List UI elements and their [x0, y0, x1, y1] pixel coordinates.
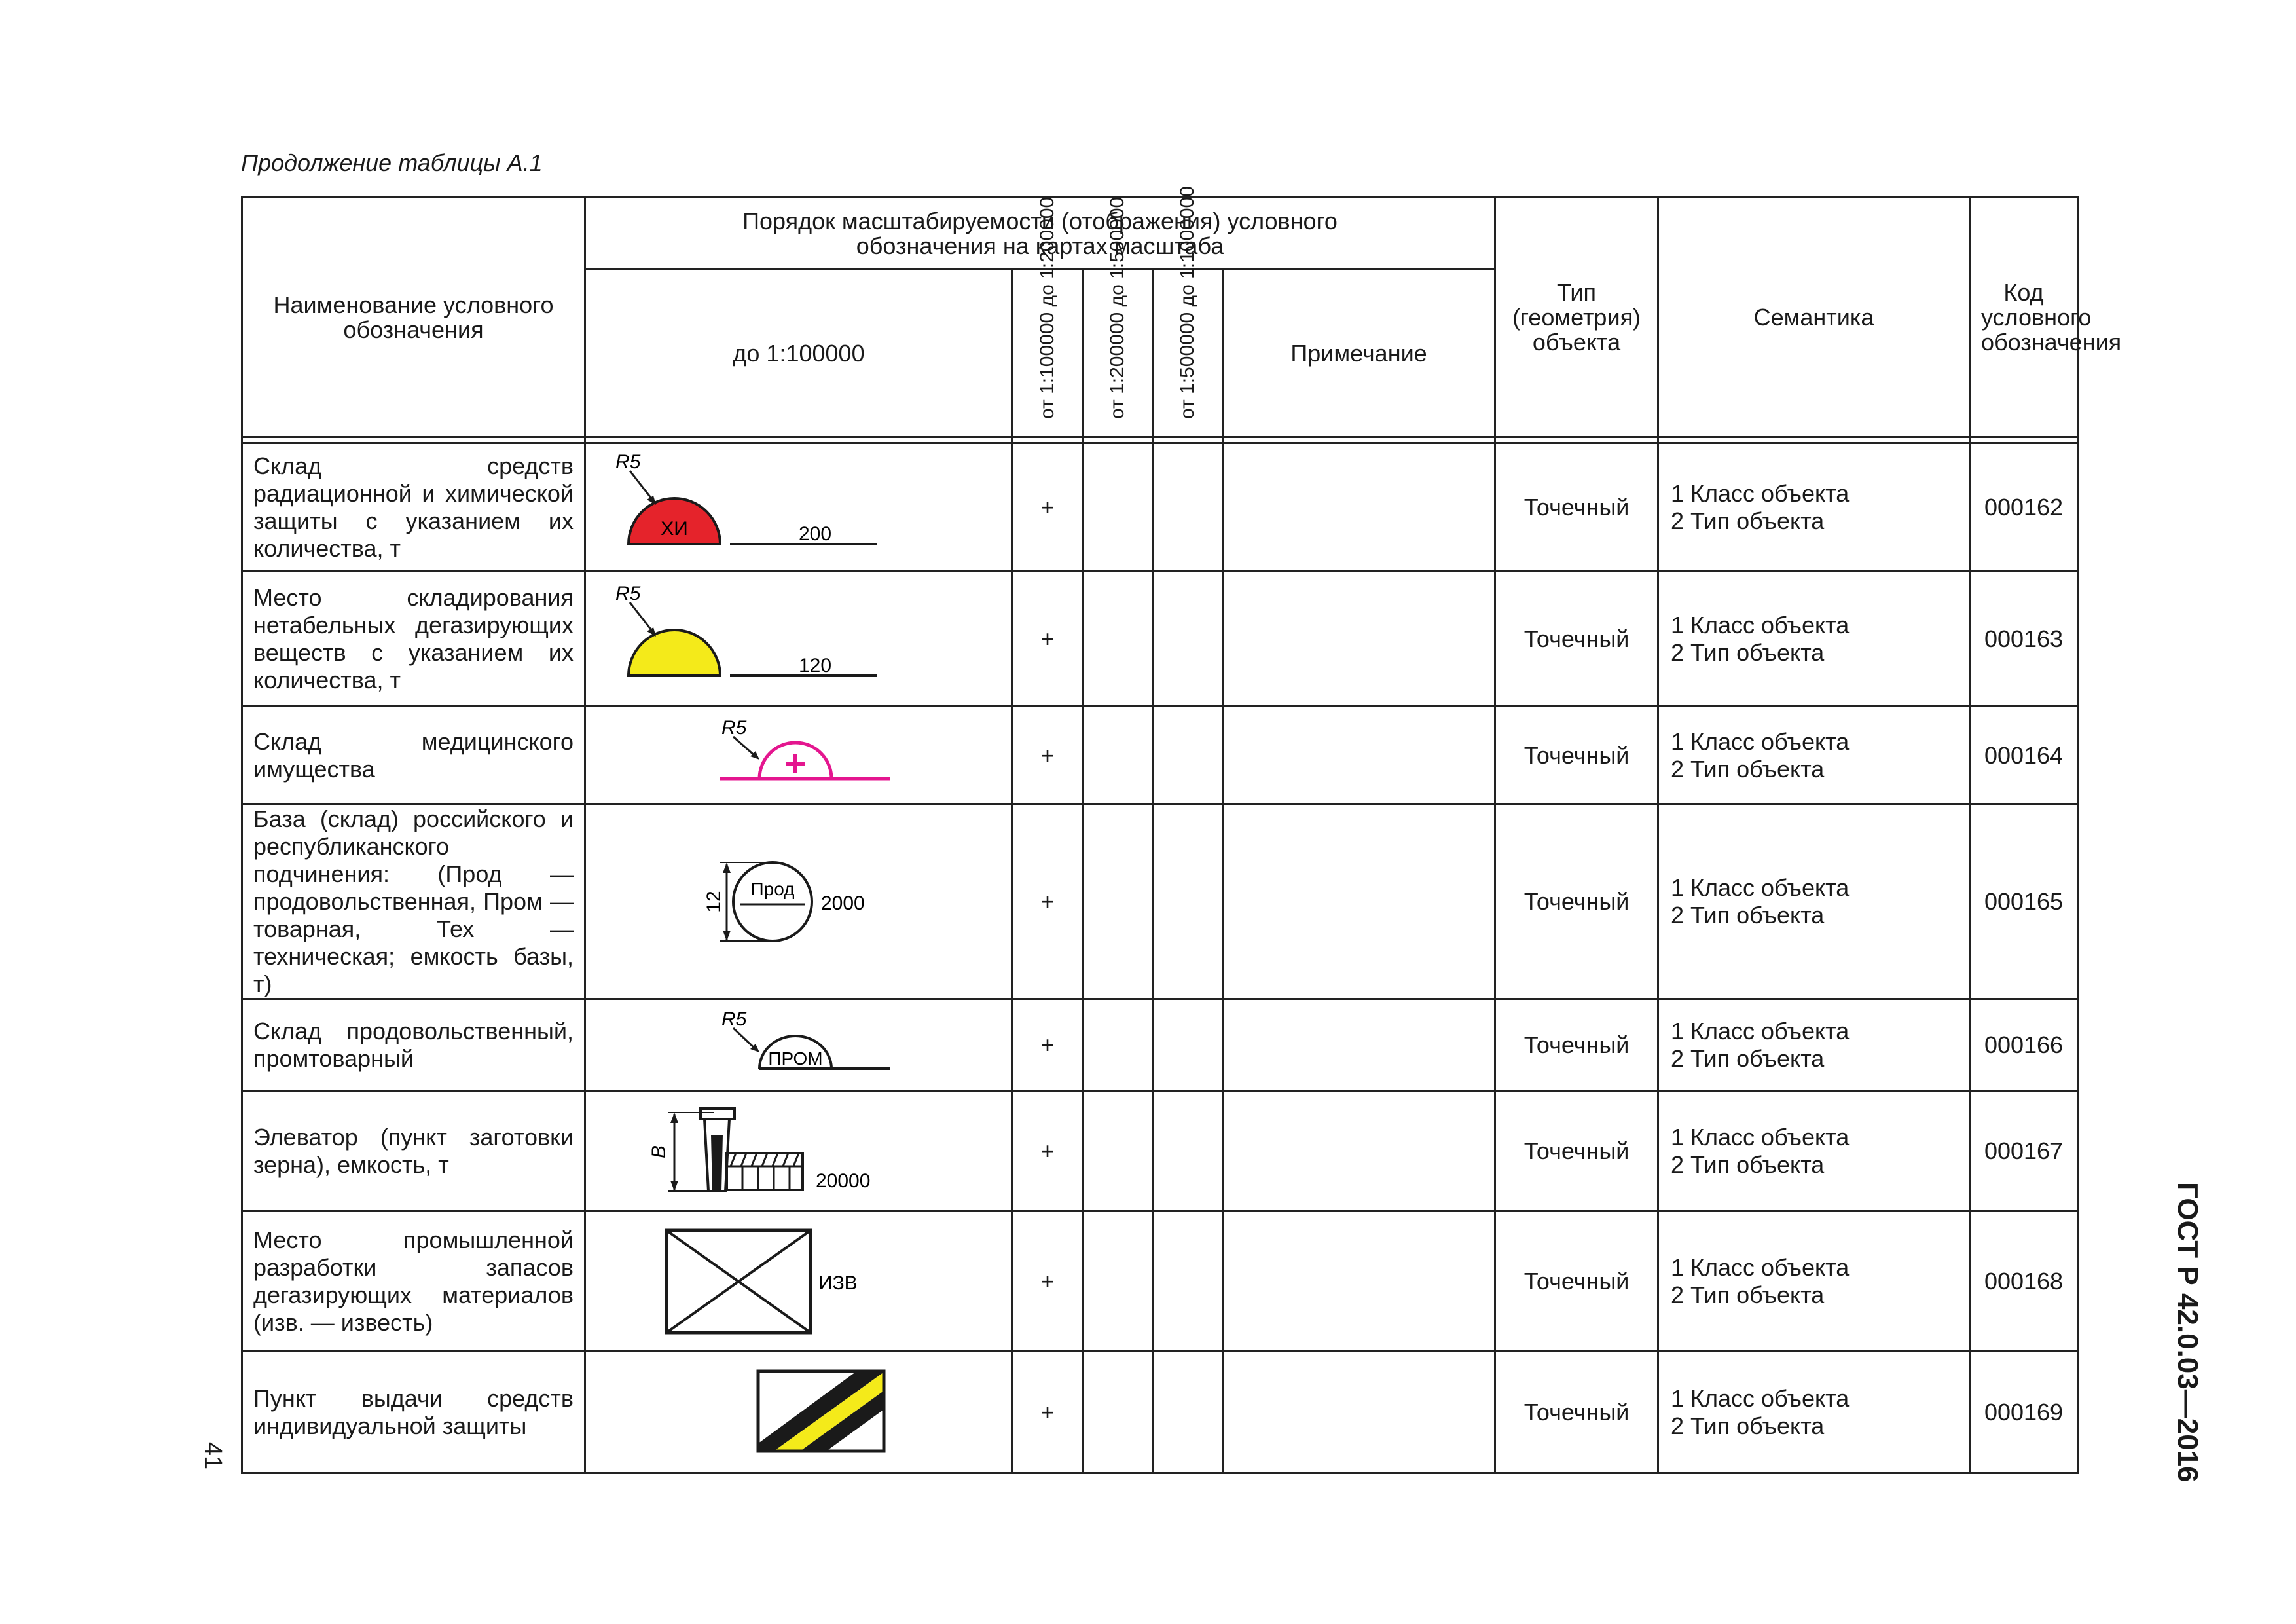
row-code: 000168: [1970, 1211, 2078, 1352]
table-row: [242, 1211, 2078, 1352]
svg-text:ПРОМ: ПРОМ: [768, 1048, 823, 1069]
svg-text:R5: R5: [615, 582, 641, 604]
table-row: [242, 1091, 2078, 1211]
row-symbol: [585, 999, 1013, 1091]
row-mark: +: [1013, 999, 1083, 1091]
row-symbol: [585, 1091, 1013, 1211]
row-type: Точечный: [1495, 805, 1658, 999]
header-code: Код условного обозначения: [1970, 198, 2078, 437]
row-type: Точечный: [1495, 572, 1658, 707]
row-mark: +: [1013, 1091, 1083, 1211]
row-symbol: [585, 443, 1013, 572]
row-code: 000164: [1970, 707, 2078, 805]
row-name: Склад медицинского имущества: [242, 707, 585, 805]
row-semantics: 1 Класс объекта 2 Тип объекта: [1658, 1211, 1970, 1352]
table-row: [242, 805, 2078, 999]
food-goods-storage-icon: [602, 1006, 995, 1084]
table-row: [242, 443, 2078, 572]
row-mark: +: [1013, 1352, 1083, 1473]
svg-text:В: В: [648, 1145, 670, 1158]
header-scale-1: до 1:100000: [585, 270, 1013, 437]
table-row: [242, 999, 2078, 1091]
row-code: 000169: [1970, 1352, 2078, 1473]
svg-text:12: 12: [703, 891, 725, 913]
row-type: Точечный: [1495, 707, 1658, 805]
protection-issue-point-icon: [602, 1357, 995, 1468]
row-code: 000167: [1970, 1091, 2078, 1211]
svg-text:R5: R5: [615, 451, 641, 473]
svg-text:200: 200: [799, 523, 832, 545]
row-semantics: 1 Класс объекта 2 Тип объекта: [1658, 1091, 1970, 1211]
header-type: Тип (геометрия) объекта: [1495, 198, 1658, 437]
row-code: 000165: [1970, 805, 2078, 999]
svg-text:R5: R5: [721, 1008, 747, 1030]
radiation-chemical-storage-icon: [602, 449, 995, 566]
row-symbol: [585, 805, 1013, 999]
svg-text:ИЗВ: ИЗВ: [818, 1272, 858, 1294]
header-name: Наименование условного обозначения: [242, 198, 585, 437]
row-mark: +: [1013, 1211, 1083, 1352]
row-semantics: 1 Класс объекта 2 Тип объекта: [1658, 707, 1970, 805]
header-semantics: Семантика: [1658, 198, 1970, 437]
document-standard-title: ГОСТ Р 42.0.03—2016: [2172, 1182, 2204, 1483]
row-mark: +: [1013, 805, 1083, 999]
row-semantics: 1 Класс объекта 2 Тип объекта: [1658, 805, 1970, 999]
row-name: Пункт выдачи средств индивидуальной защиты: [242, 1352, 585, 1473]
elevator-icon: [602, 1096, 995, 1207]
degassing-storage-icon: [602, 580, 995, 698]
table-row: [242, 1352, 2078, 1473]
row-semantics: 1 Класс объекта 2 Тип объекта: [1658, 999, 1970, 1091]
row-name: Место складирования нетабельных дегазирующих веществ с указанием их количества, т: [242, 572, 585, 707]
svg-text:2000: 2000: [821, 893, 865, 914]
row-semantics: 1 Класс объекта 2 Тип объекта: [1658, 443, 1970, 572]
svg-text:120: 120: [799, 654, 832, 676]
header-scale-3: от 1:200000 до 1:500000: [1083, 270, 1153, 437]
row-mark: +: [1013, 707, 1083, 805]
medical-storage-icon: [602, 713, 995, 798]
row-symbol: [585, 572, 1013, 707]
row-mark: +: [1013, 572, 1083, 707]
row-name: Место промышленной разработки запасов дегазирующих материалов (изв. — известь): [242, 1211, 585, 1352]
row-name: Элеватор (пункт заготовки зерна), емкость, т: [242, 1091, 585, 1211]
page-number: 41: [199, 1441, 227, 1470]
yellow-half-disc: [629, 630, 720, 676]
table-caption: Продолжение таблицы А.1: [241, 149, 543, 176]
row-type: Точечный: [1495, 443, 1658, 572]
row-code: 000166: [1970, 999, 2078, 1091]
svg-text:R5: R5: [721, 716, 747, 739]
row-mark: +: [1013, 443, 1083, 572]
row-semantics: 1 Класс объекта 2 Тип объекта: [1658, 1352, 1970, 1473]
row-semantics: 1 Класс объекта 2 Тип объекта: [1658, 572, 1970, 707]
row-type: Точечный: [1495, 1091, 1658, 1211]
row-symbol: [585, 1352, 1013, 1473]
table-row: [242, 707, 2078, 805]
base-storage-icon: [602, 823, 995, 980]
symbols-table: [241, 185, 2122, 1474]
row-symbol: [585, 707, 1013, 805]
row-type: Точечный: [1495, 999, 1658, 1091]
row-name: Склад продовольственный, промтоварный: [242, 999, 585, 1091]
row-type: Точечный: [1495, 1211, 1658, 1352]
header-scale-2: от 1:100000 до 1:200000: [1013, 270, 1083, 437]
svg-text:20000: 20000: [816, 1170, 871, 1192]
row-symbol: [585, 1211, 1013, 1352]
header-scale-4: от 1:500000 до 1:1000000: [1153, 270, 1223, 437]
row-type: Точечный: [1495, 1352, 1658, 1473]
svg-text:Прод: Прод: [750, 879, 795, 899]
header-scale-group: Порядок масштабируемости (отображения) условного обозначения на картах масштаба: [585, 198, 1495, 270]
row-name: Склад средств радиационной и химической защиты с указанием их количества, т: [242, 443, 585, 572]
svg-text:ХИ: ХИ: [661, 517, 688, 540]
lime-mining-icon: [602, 1216, 995, 1347]
row-code: 000162: [1970, 443, 2078, 572]
row-name: База (склад) российского и республиканского подчинения: (Прод — продовольственная, Пром — товарная, Тех — техническая; емкость базы, т): [242, 805, 585, 999]
header-note: Примечание: [1223, 270, 1495, 437]
table-row: [242, 572, 2078, 707]
row-code: 000163: [1970, 572, 2078, 707]
